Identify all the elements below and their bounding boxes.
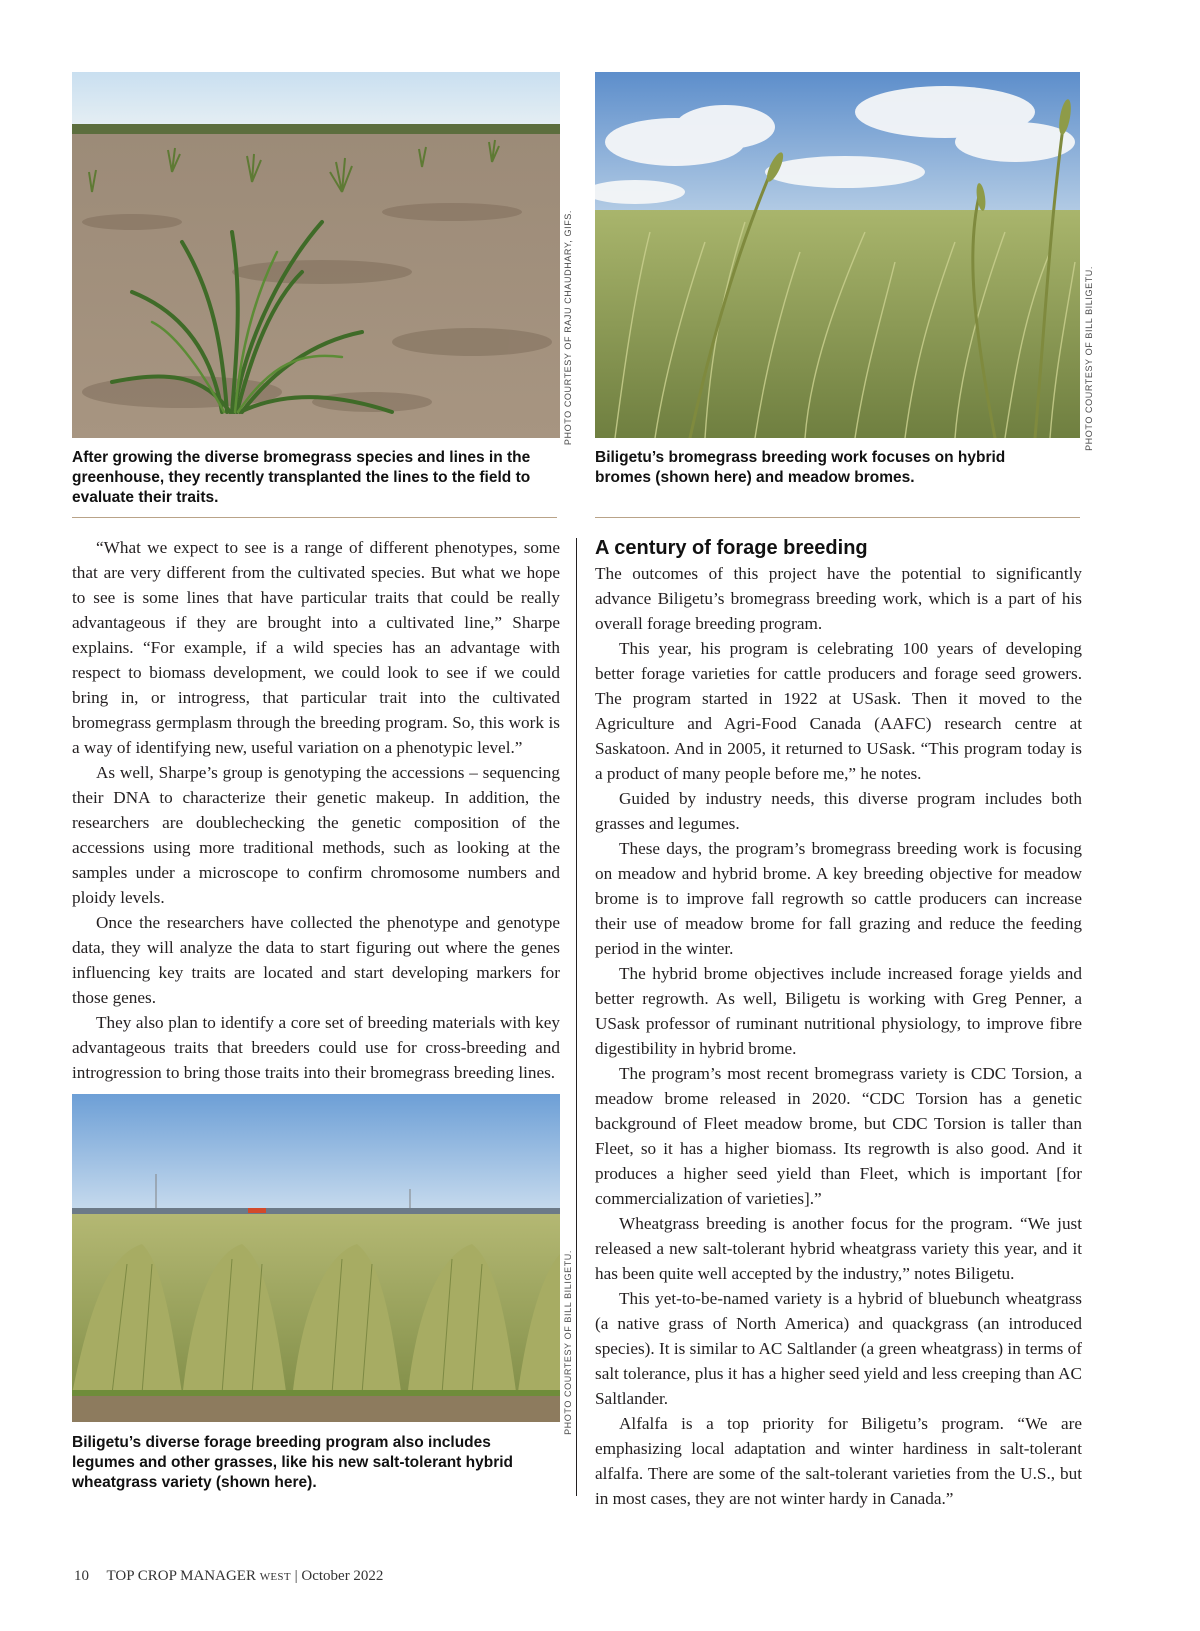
footer-separator: | [294, 1568, 298, 1584]
right-paragraph-9: Alfalfa is a top priority for Biligetu’s program. “We are emphasizing local adaptation and winter hardiness in salt-tolerant alfalfa. There are some of the salt-tolerant varieties from the U.S., but in most cases, they are not winter hardy in Canada.” [595, 1414, 1082, 1508]
caption-hybrid-brome: Biligetu’s bromegrass breeding work focuses on hybrid bromes (shown here) and meadow bromes. [595, 449, 1006, 486]
section-heading: A century of forage breeding [595, 537, 868, 559]
caption-divider-right [595, 517, 1080, 518]
issue-date: October 2022 [301, 1568, 384, 1584]
left-column [72, 535, 560, 1085]
caption-transplanted-field: After growing the diverse bromegrass species and lines in the greenhouse, they recently transplanted the lines to the field to evaluate their traits. [72, 449, 531, 506]
right-paragraph-6: The program’s most recent bromegrass variety is CDC Torsion, a meadow brome released in 2020. “CDC Torsion has a genetic background of Fleet meadow brome, but CDC Torsion is taller than Fleet, so it has a higher biomass. Its regrowth is also good. And it produces a higher seed yield than Fleet, which is important [for commercialization of varieties].” [595, 1064, 1082, 1208]
left-paragraph-4: They also plan to identify a core set of breeding materials with key advantageous traits that breeders could use for cross-breeding and introgression to bring those traits into their bromegrass breeding lines. [72, 1013, 560, 1082]
right-column [595, 535, 1082, 1511]
right-paragraph-2: This year, his program is celebrating 100 years of developing better forage varieties for cattle producers and forage seed growers. The program started in 1922 at USask. Then it moved to the Agriculture and Agri-Food Canada (AAFC) research centre at Saskatoon. And in 2005, it returned to USask. “This program today is a product of many people before me,” he notes. [595, 639, 1082, 783]
left-paragraph-2: As well, Sharpe’s group is genotyping the accessions – sequencing their DNA to characterize their genetic makeup. In addition, the researchers are doublechecking the genetic composition of the accessions using more traditional methods, such as looking at the samples under a microscope to confirm chromosome numbers and ploidy levels. [72, 763, 560, 907]
photo-credit-biligetu-1: PHOTO COURTESY OF BILL BILIGETU. [1084, 266, 1094, 451]
right-paragraph-4: These days, the program’s bromegrass breeding work is focusing on meadow and hybrid brome. A key breeding objective for meadow brome is to improve fall regrowth so cattle producers can increase their use of meadow brome for fall grazing and reduce the feeding period in the winter. [595, 839, 1082, 958]
photo-transplanted-field [72, 72, 560, 438]
photo-credit-raju: PHOTO COURTESY OF RAJU CHAUDHARY, GIFS. [563, 210, 573, 446]
page-footer [74, 1568, 383, 1585]
photo-hybrid-brome [595, 72, 1080, 438]
caption-wheatgrass: Biligetu’s diverse forage breeding program also includes legumes and other grasses, like his new salt-tolerant hybrid wheatgrass variety (shown here). [72, 1434, 514, 1491]
column-divider [576, 538, 577, 1496]
caption-divider-left [72, 517, 557, 518]
photo-credit-biligetu-2: PHOTO COURTESY OF BILL BILIGETU. [563, 1250, 573, 1435]
left-paragraph-3: Once the researchers have collected the phenotype and genotype data, they will analyze the data to start figuring out where the genes influencing key traits are located and start developing markers for those genes. [72, 913, 560, 1007]
right-paragraph-3: Guided by industry needs, this diverse program includes both grasses and legumes. [595, 789, 1082, 833]
left-paragraph-1: “What we expect to see is a range of different phenotypes, some that are very different from the cultivated species. But what we hope to see is some lines that have particular traits that could be really advantageous if they are brought into a cultivated line,” Sharpe explains. “For example, if a wild species has an advantage with respect to biomass development, we could look to see if we could bring in, or introgress, that particular trait into the cultivated bromegrass germplasm through the breeding program. So, this work is a way of identifying new, useful variation on a phenotypic level.” [72, 538, 560, 757]
page-number: 10 [74, 1568, 89, 1584]
right-paragraph-1: The outcomes of this project have the potential to significantly advance Biligetu’s bromegrass breeding work, which is a part of his overall forage breeding program. [595, 564, 1082, 633]
right-paragraph-7: Wheatgrass breeding is another focus for the program. “We just released a new salt-tolerant hybrid wheatgrass variety this year, and it has been quite well accepted by the industry,” notes Biligetu. [595, 1214, 1082, 1283]
photo-wheatgrass-rows [72, 1094, 560, 1422]
right-paragraph-5: The hybrid brome objectives include increased forage yields and better regrowth. As well, Biligetu is working with Greg Penner, a USask professor of ruminant nutritional physiology, to improve fibre digestibility in hybrid brome. [595, 964, 1082, 1058]
magazine-edition: WEST [259, 1571, 291, 1583]
right-paragraph-8: This yet-to-be-named variety is a hybrid of bluebunch wheatgrass (a native grass of North America) and quackgrass (an introduced species). It is similar to AC Saltlander (a green wheatgrass) in terms of salt tolerance, plus it has a higher seed yield and less creeping than AC Saltlander. [595, 1289, 1082, 1408]
magazine-name: TOP CROP MANAGER [106, 1568, 256, 1584]
